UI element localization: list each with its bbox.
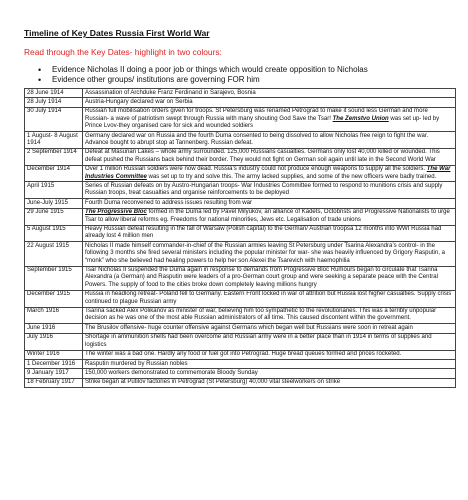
date-cell: 1 December 1916 <box>25 360 83 369</box>
date-cell: December 1914 <box>25 165 83 182</box>
date-cell: 28 June 1914 <box>25 89 83 98</box>
date-cell: 29 June 1915 <box>25 208 83 225</box>
date-cell: 28 July 1914 <box>25 98 83 107</box>
key-term: The War Industries Committee <box>85 166 451 180</box>
event-cell: 150,000 workers demonstrated to commemorate Bloody Sunday <box>83 369 456 378</box>
event-cell: Heavy Russian defeat resulting in the fall of Warsaw (Polish capital) to the German/ Austrian troopsa 12 months into WWI Russia had already lost 4 million men <box>83 225 456 242</box>
document-title: Timeline of Key Dates Russia First World War <box>24 28 210 38</box>
event-text: Over 1 million Russian soldiers were now dead. Russia’s industry could not produce enough weapons to supply all the soldiers. <box>85 166 426 173</box>
table-row <box>25 132 456 149</box>
event-text: was set up- led by Prince Lvov-they organised care for sick and wounded soldiers <box>85 115 440 130</box>
event-text: formed in the Duma led by Pavel Milyukov, an alliance of Kadets, Octobrists and Progressive Nationalists to urge Tsar to allow liberal reforms eg. Freedoms for national minorities, Jews etc. Legalisation of trade unions <box>85 209 450 223</box>
table-row <box>25 225 456 242</box>
bullet-list <box>36 65 368 85</box>
instruction-text: Read through the Key Dates- highlight in two colours: <box>24 47 222 57</box>
table-row <box>25 333 456 350</box>
date-cell: June 1916 <box>25 324 83 333</box>
date-cell: Winter 1916 <box>25 350 83 359</box>
event-cell: Russia in headlong retreat- Poland fell to Germany. Eastern Front locked in war of attrition but Russia lost higher casualties. Supply crisis continued to plague Russian army <box>83 290 456 307</box>
date-cell: 5 August 1915 <box>25 225 83 242</box>
event-cell: Strike began at Putilov factories in Petrograd (St Petersburg) 40,000 vital steelworkers on strike <box>83 378 456 387</box>
event-cell: Series of Russian defeats on by Austro-Hungarian troops- War Industries Committee formed to respond to munitions crisis and supply Russian troops, treat casualties and organise reinforcements to be deployed <box>83 182 456 199</box>
date-cell: April 1915 <box>25 182 83 199</box>
table-row <box>25 107 456 131</box>
table-row <box>25 242 456 266</box>
event-cell: Tsar Nicholas II suspended the Duma again in response to demands from Progressive Bloc Rumours began to circulate that Tsarina Alexandra (a German) and Rasputin were leaders of a pro-German court group and were seeking a separate peace with the Central Powers. The supply of food to the cities broke down completely leaving millions hungry <box>83 266 456 290</box>
event-cell <box>83 107 456 131</box>
table-row <box>25 165 456 182</box>
date-cell: 2 September 1914 <box>25 148 83 165</box>
event-cell: Austria-Hungary declared war on Serbia <box>83 98 456 107</box>
table-row <box>25 350 456 359</box>
event-cell: Fourth Duma reconvened to address issues resulting from war <box>83 199 456 208</box>
date-cell: 22 August 1915 <box>25 242 83 266</box>
timeline-table <box>24 88 456 388</box>
event-text: Russian full mobilisation orders given for troops. St Petersburg was renamed Petrograd to make it sound less German and more Russian- a wave of patriotism swept through Russia with many shouting God Save the Tsar! <box>85 108 428 122</box>
table-row <box>25 266 456 290</box>
bullet-item: • Evidence other groups/ institutions are governing FOR him <box>36 75 368 85</box>
table-row <box>25 182 456 199</box>
date-cell: 1 August- 8 August 1914 <box>25 132 83 149</box>
event-cell: Defeat at Masurian Lakes – whole army surrounded. 125,000 Russians casualties. Germans only lost 40,000 killed or wounded. This defeat pushed the Russians back behind their border. They would not fight on German soil again until late in the Second World War <box>83 148 456 165</box>
event-cell: Nicholas II made himself commander-in-chief of the Russian armies leaving St Petersburg under Tsarina Alexandra’s control- in the following 3 months she fired several ministers including the popular minister for war- she was heavily influenced by Grigory Rasputin, a “monk” who she believed had healing powers to help her son Alexei the Tsarevich with haemophilia <box>83 242 456 266</box>
event-cell: Tsarina sacked Alex Polikanov as minister of war, believing him too sympathetic to the revolutionaries. This was a terribly unpopular decision as he was one of the most able Russian administrators of all time. This caused discontent within the government. <box>83 307 456 324</box>
date-cell: June-July 1915 <box>25 199 83 208</box>
date-cell: July 1916 <box>25 333 83 350</box>
date-cell: December 1915 <box>25 290 83 307</box>
date-cell: September 1915 <box>25 266 83 290</box>
date-cell: 18 February 1917 <box>25 378 83 387</box>
table-row <box>25 208 456 225</box>
table-row <box>25 290 456 307</box>
event-cell: Germany declared war on Russia and the fourth Duma consented to being dissolved to allow Nicholas free reign to fight the war. Advance bought to abrupt stop at Tannenberg. Russian defeat. <box>83 132 456 149</box>
table-row <box>25 378 456 387</box>
table-row <box>25 360 456 369</box>
date-cell: 9 January 1917 <box>25 369 83 378</box>
table-row <box>25 307 456 324</box>
event-cell: Rasputin murdered by Russian nobles <box>83 360 456 369</box>
bullet-item: • Evidence Nicholas II doing a poor job or things which would create opposition to Nicholas <box>36 65 368 75</box>
event-cell: The Brusilov offensive- huge counter offensive against Germans which began well but Russians were soon in retreat again <box>83 324 456 333</box>
table-row <box>25 89 456 98</box>
event-cell: Assassination of Archduke Franz Ferdinand in Sarajevo, Bosnia <box>83 89 456 98</box>
table-row <box>25 199 456 208</box>
table-row <box>25 369 456 378</box>
key-term: The Zemstvo Union <box>332 115 389 122</box>
table-row <box>25 148 456 165</box>
key-term: The Progressive Bloc <box>85 209 147 216</box>
event-cell <box>83 208 456 225</box>
event-cell: Shortage in ammunition shells had been overcome and Russian army were in a better place than in 1914 in terms of supplies and logistics <box>83 333 456 350</box>
date-cell: 30 July 1914 <box>25 107 83 131</box>
event-cell: The winter was a bad one. Hardly any food or fuel got into Petrograd. Huge bread queues formed and prices rocketed. <box>83 350 456 359</box>
date-cell: March 1916 <box>25 307 83 324</box>
table-row <box>25 98 456 107</box>
event-text: was set up to try and solve this. The army lacked supplies, and some of the new officers were badly trained. <box>146 173 437 180</box>
table-row <box>25 324 456 333</box>
event-cell <box>83 165 456 182</box>
